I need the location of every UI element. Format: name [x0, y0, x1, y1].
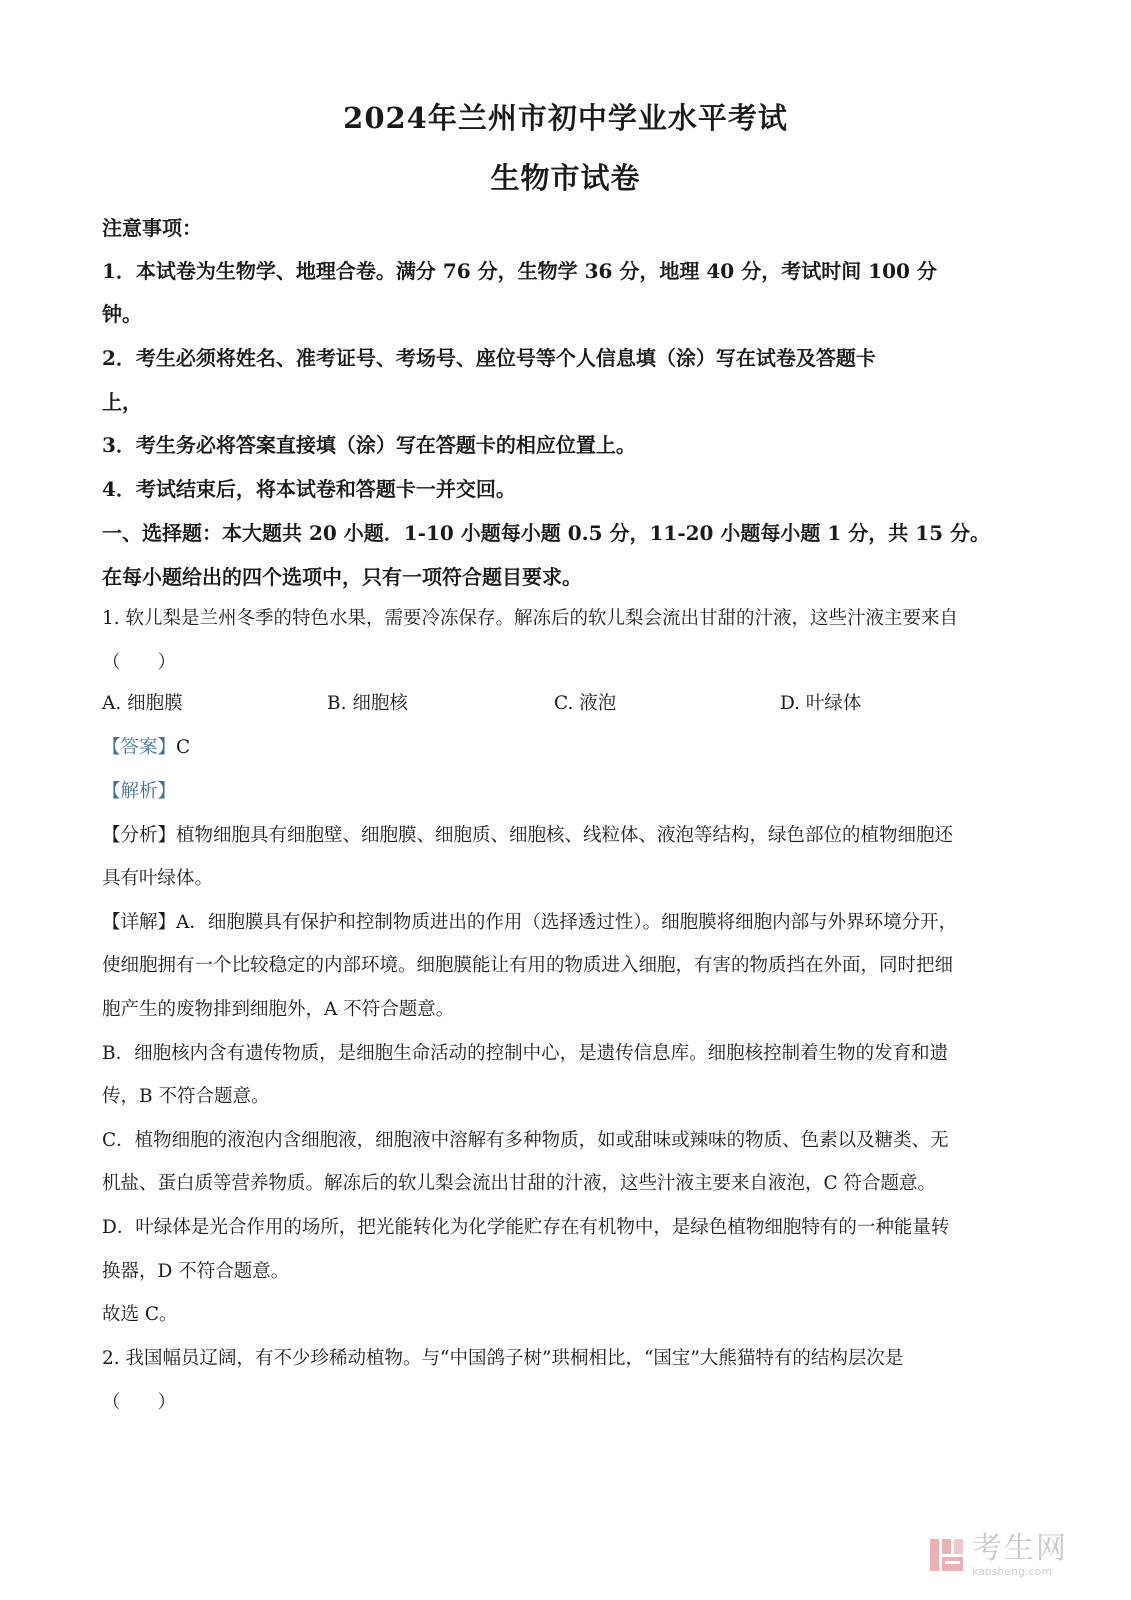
q1-explain-d: D．叶绿体是光合作用的场所，把光能转化为化学能贮存在有机物中，是绿色植物细胞特有的一种能量转: [102, 1217, 950, 1238]
q1-xiangjie: 【详解】A．细胞膜具有保护和控制物质进出的作用（选择透过性）。细胞膜将细胞内部与外界环境分开，: [102, 912, 958, 933]
q1-fenxi: 【分析】植物细胞具有细胞壁、细胞膜、细胞质、细胞核、线粒体、液泡等结构，绿色部位的植物细胞还: [102, 825, 954, 846]
exam-subtitle: 生物市试卷: [490, 161, 641, 195]
watermark-url: kaosheng.com: [972, 1564, 1053, 1578]
watermark-text: 考生网: [972, 1530, 1068, 1566]
notice-item-1: 1．本试卷为生物学、地理合卷。满分 76 分，生物学 36 分，地理 40 分，考试时间 100 分: [102, 259, 937, 283]
q2-stem-paren: （ ）: [102, 1392, 177, 1413]
q1-explain-b: B．细胞核内含有遗传物质，是细胞生命活动的控制中心，是遗传信息库。细胞核控制着生物的发育和遗: [102, 1043, 949, 1064]
section-instruction: 在每小题给出的四个选项中，只有一项符合题目要求。: [102, 565, 582, 589]
q1-stem: 1. 软儿梨是兰州冬季的特色水果，需要冷冻保存。解冻后的软儿梨会流出甘甜的汁液，这些汁液主要来自: [102, 608, 959, 629]
watermark: [928, 1532, 1118, 1578]
q1-option-c: C. 液泡: [554, 693, 617, 714]
q1-xiangjie-cont-2: 胞产生的废物排到细胞外，A 不符合题意。: [102, 999, 455, 1020]
notice-heading: 注意事项：: [102, 216, 202, 240]
watermark-logo-icon: [928, 1536, 966, 1574]
q1-fenxi-cont: 具有叶绿体。: [102, 868, 214, 889]
section-heading: 一、选择题：本大题共 20 小题．1-10 小题每小题 0.5 分，11-20 小题每小题 1 分，共 15 分。: [102, 521, 991, 545]
exam-title: 2024年兰州市初中学业水平考试: [343, 101, 788, 135]
notice-item-2-cont: 上，: [102, 390, 142, 414]
q1-option-d: D. 叶绿体: [780, 693, 862, 714]
q1-stem-paren: （ ）: [102, 652, 177, 673]
notice-item-4: 4．考试结束后，将本试卷和答题卡一并交回。: [102, 477, 516, 501]
q1-explain-c: C．植物细胞的液泡内含细胞液，细胞液中溶解有多种物质，如或甜味或辣味的物质、色素以及糖类、无: [102, 1130, 949, 1151]
notice-item-1-cont: 钟。: [102, 302, 142, 326]
answer-value: C: [176, 737, 191, 758]
q1-explain-b-cont: 传，B 不符合题意。: [102, 1086, 270, 1107]
answer-label: 【答案】: [102, 737, 177, 758]
q1-option-b: B. 细胞核: [327, 693, 408, 714]
q1-answer: [102, 733, 190, 759]
q1-option-a: A. 细胞膜: [102, 693, 183, 714]
q1-conclusion: 故选 C。: [102, 1304, 178, 1325]
analysis-label: 【解析】: [102, 781, 177, 802]
q1-explain-c-cont: 机盐、蛋白质等营养物质。解冻后的软儿梨会流出甘甜的汁液，这些汁液主要来自液泡，C 符合题意。: [102, 1173, 937, 1194]
q1-explain-d-cont: 换器，D 不符合题意。: [102, 1261, 290, 1282]
notice-item-3: 3．考生务必将答案直接填（涂）写在答题卡的相应位置上。: [102, 433, 636, 457]
notice-item-2: 2．考生必须将姓名、准考证号、考场号、座位号等个人信息填（涂）写在试卷及答题卡: [102, 346, 876, 370]
q1-xiangjie-cont-1: 使细胞拥有一个比较稳定的内部环境。细胞膜能让有用的物质进入细胞，有害的物质挡在外面，同时把细: [102, 955, 954, 976]
q2-stem: 2. 我国幅员辽阔，有不少珍稀动植物。与“中国鸽子树”珙桐相比，“国宝”大熊猫特有的结构层次是: [102, 1348, 904, 1369]
